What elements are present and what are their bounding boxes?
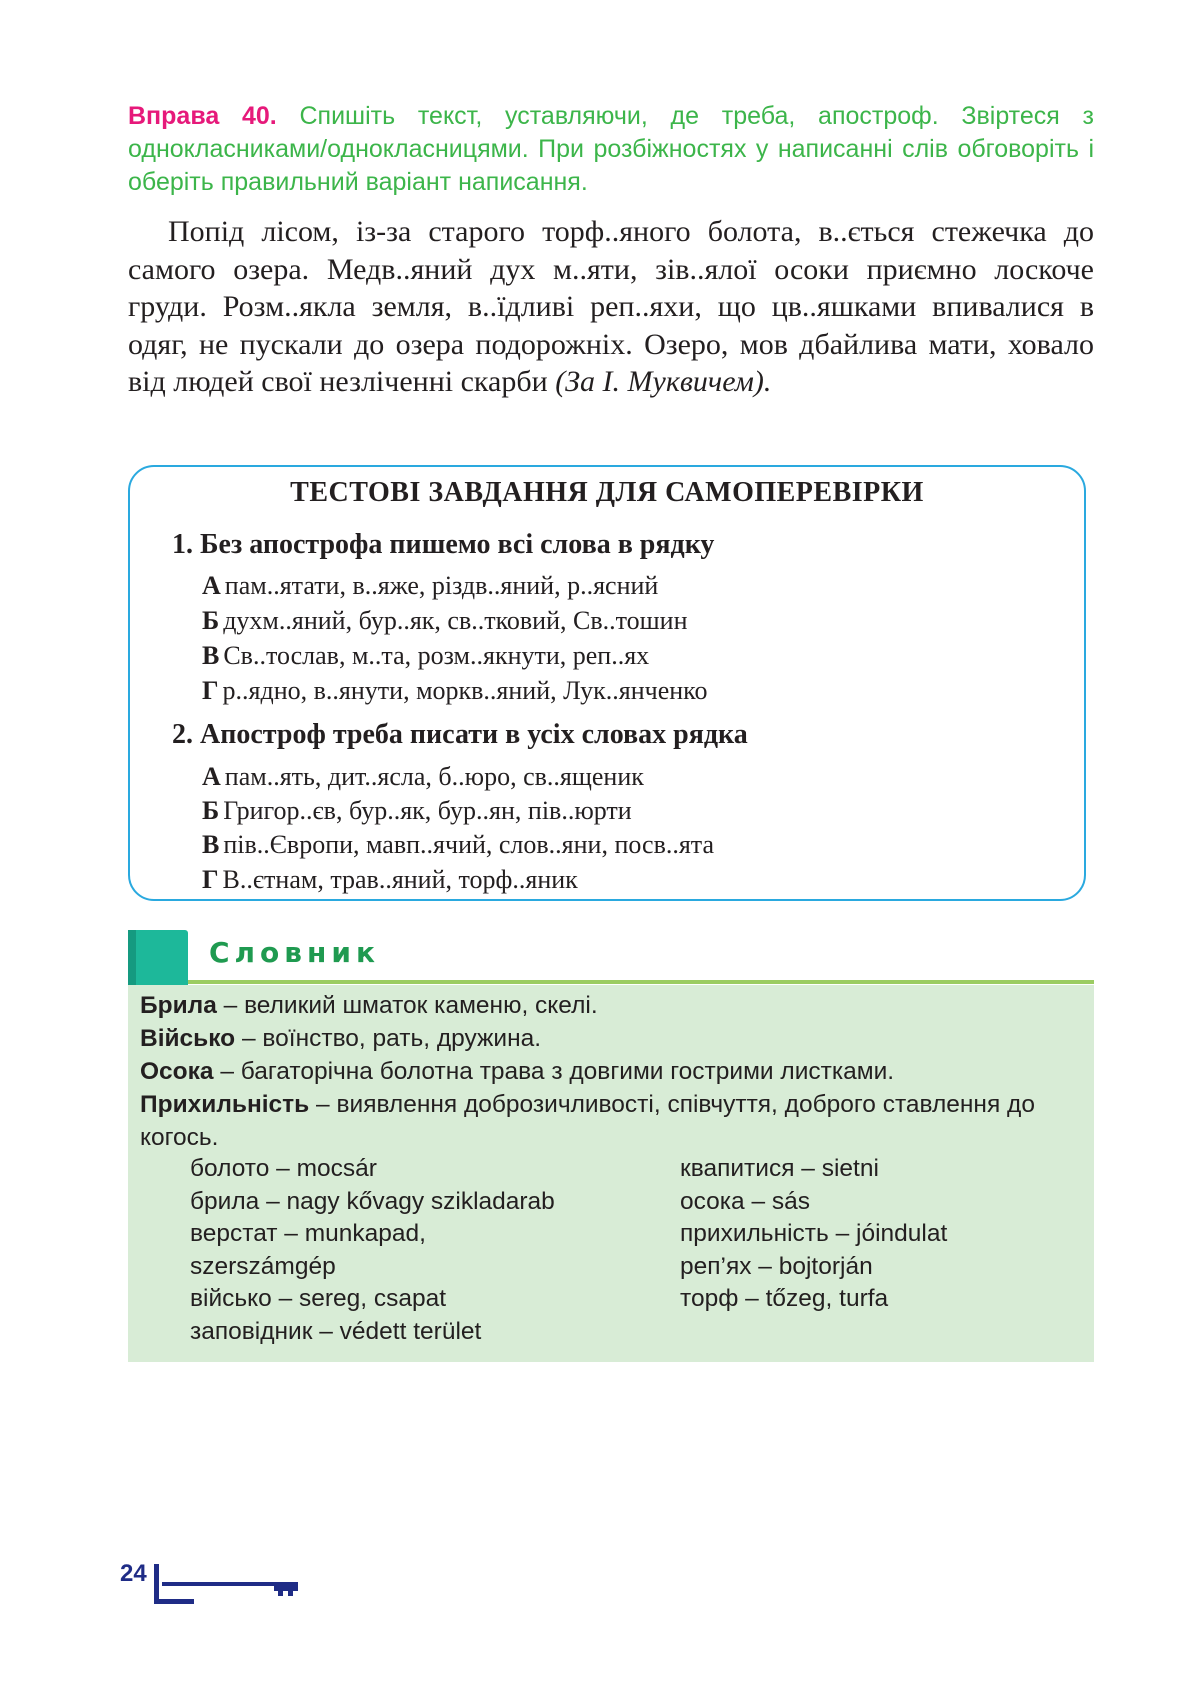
translation-item: реп’ях – bojtorján (680, 1253, 873, 1280)
definition-term: Осока (140, 1058, 214, 1085)
translation-item: болото – mocsár (190, 1155, 377, 1182)
self-test-box (128, 465, 1086, 901)
option-letter: Г (202, 865, 219, 894)
exercise-label: Вправа 40. (128, 102, 277, 130)
page-footer (118, 1558, 298, 1608)
dictionary-header (128, 930, 1094, 984)
definition-term: Прихильність (140, 1091, 310, 1118)
option-letter: А (202, 571, 221, 600)
option-2d (202, 865, 578, 895)
passage-text: Попід лісом, із-за старого торф..яного болота, в..ється стежечка до самого озера. Медв..яний дух м..яти, зів..ялої осоки приємно лоскоче груди. Розм..якла земля, в..їдливі реп..яхи, що цв..яшками впивалися в одяг, не пускали до озера подорожніх. Озеро, мов дбайлива мати, ховало від людей свої незліченні скарби (128, 215, 1094, 398)
option-letter: Г (202, 676, 219, 705)
option-text: пам..ять, дит..ясла, б..юро, св..ященик (224, 762, 644, 791)
dictionary-box (128, 985, 1094, 1362)
exercise-text: Спишіть текст, уставляючи, де треба, апостроф. Звіртеся з однокласниками/однокласницями. При розбіжностях у написанні слів обговоріть і оберіть правильний варіант написання. (128, 102, 1094, 196)
option-1c (202, 641, 649, 671)
definition-text: – великий шматок каменю, скелі. (216, 992, 598, 1019)
definition (140, 1055, 1090, 1088)
translation-item: заповідник – védett terület (190, 1318, 482, 1345)
definition-term: Військо (140, 1025, 236, 1052)
option-2b (202, 796, 632, 826)
definition (140, 1022, 1090, 1055)
option-letter: В (202, 641, 220, 670)
definition (140, 989, 1090, 1022)
option-1b (202, 606, 688, 636)
option-letter: Б (202, 606, 220, 635)
definition (140, 1088, 1090, 1154)
option-2a (202, 762, 644, 792)
option-text: В..єтнам, трав..яний, торф..яник (222, 865, 578, 894)
footer-key-icon (154, 1558, 304, 1608)
translation-item: верстат – munkapad, (190, 1220, 426, 1247)
definition-text: – воїнство, рать, дружина. (235, 1025, 542, 1052)
definition-text: – багаторічна болотна трава з довгими гострими листками. (213, 1058, 895, 1085)
option-text: пам..ятати, в..яже, різдв..яний, р..ясний (224, 571, 659, 600)
option-text: р..ядно, в..янути, моркв..яний, Лук..янченко (222, 676, 708, 705)
dictionary-divider (188, 980, 1094, 984)
translation-item: квапитися – sietni (680, 1155, 879, 1182)
definition-term: Брила (140, 992, 217, 1019)
dictionary-title: Словник (209, 936, 380, 969)
translation-item: брила – nagy kővagy szikladarab (190, 1188, 555, 1215)
option-text: пів..Європи, мавп..ячий, слов..яни, посв..ята (223, 830, 715, 859)
option-1d (202, 676, 707, 706)
option-text: духм..яний, бур..як, св..тковий, Св..тошин (223, 606, 688, 635)
page-number: 24 (120, 1560, 147, 1587)
option-letter: А (202, 762, 221, 791)
question-1: 1. Без апострофа пишемо всі слова в рядку (172, 529, 715, 560)
reading-passage (128, 213, 1094, 401)
translation-item: військо – sereg, csapat (190, 1285, 447, 1312)
definition-text: – виявлення доброзичливості, співчуття, доброго ставлення до когось. (140, 1091, 1035, 1151)
question-2: 2. Апостроф треба писати в усіх словах рядка (172, 719, 748, 750)
option-letter: Б (202, 796, 220, 825)
option-1a (202, 571, 658, 601)
translation-item: осока – sás (680, 1188, 811, 1215)
option-text: Григор..єв, бур..як, бур..ян, пів..юрти (223, 796, 632, 825)
option-text: Св..тослав, м..та, розм..якнути, реп..ях (223, 641, 650, 670)
option-letter: В (202, 830, 220, 859)
translation-item: szerszámgép (190, 1253, 336, 1280)
test-title: ТЕСТОВІ ЗАВДАННЯ ДЛЯ САМОПЕРЕВІРКИ (290, 477, 924, 508)
translation-item: прихильність – jóindulat (680, 1220, 948, 1247)
translation-item: торф – tőzeg, turfa (680, 1285, 889, 1312)
option-2c (202, 830, 714, 860)
exercise-instruction (128, 100, 1094, 199)
passage-author: (За І. Муквичем). (555, 365, 772, 398)
